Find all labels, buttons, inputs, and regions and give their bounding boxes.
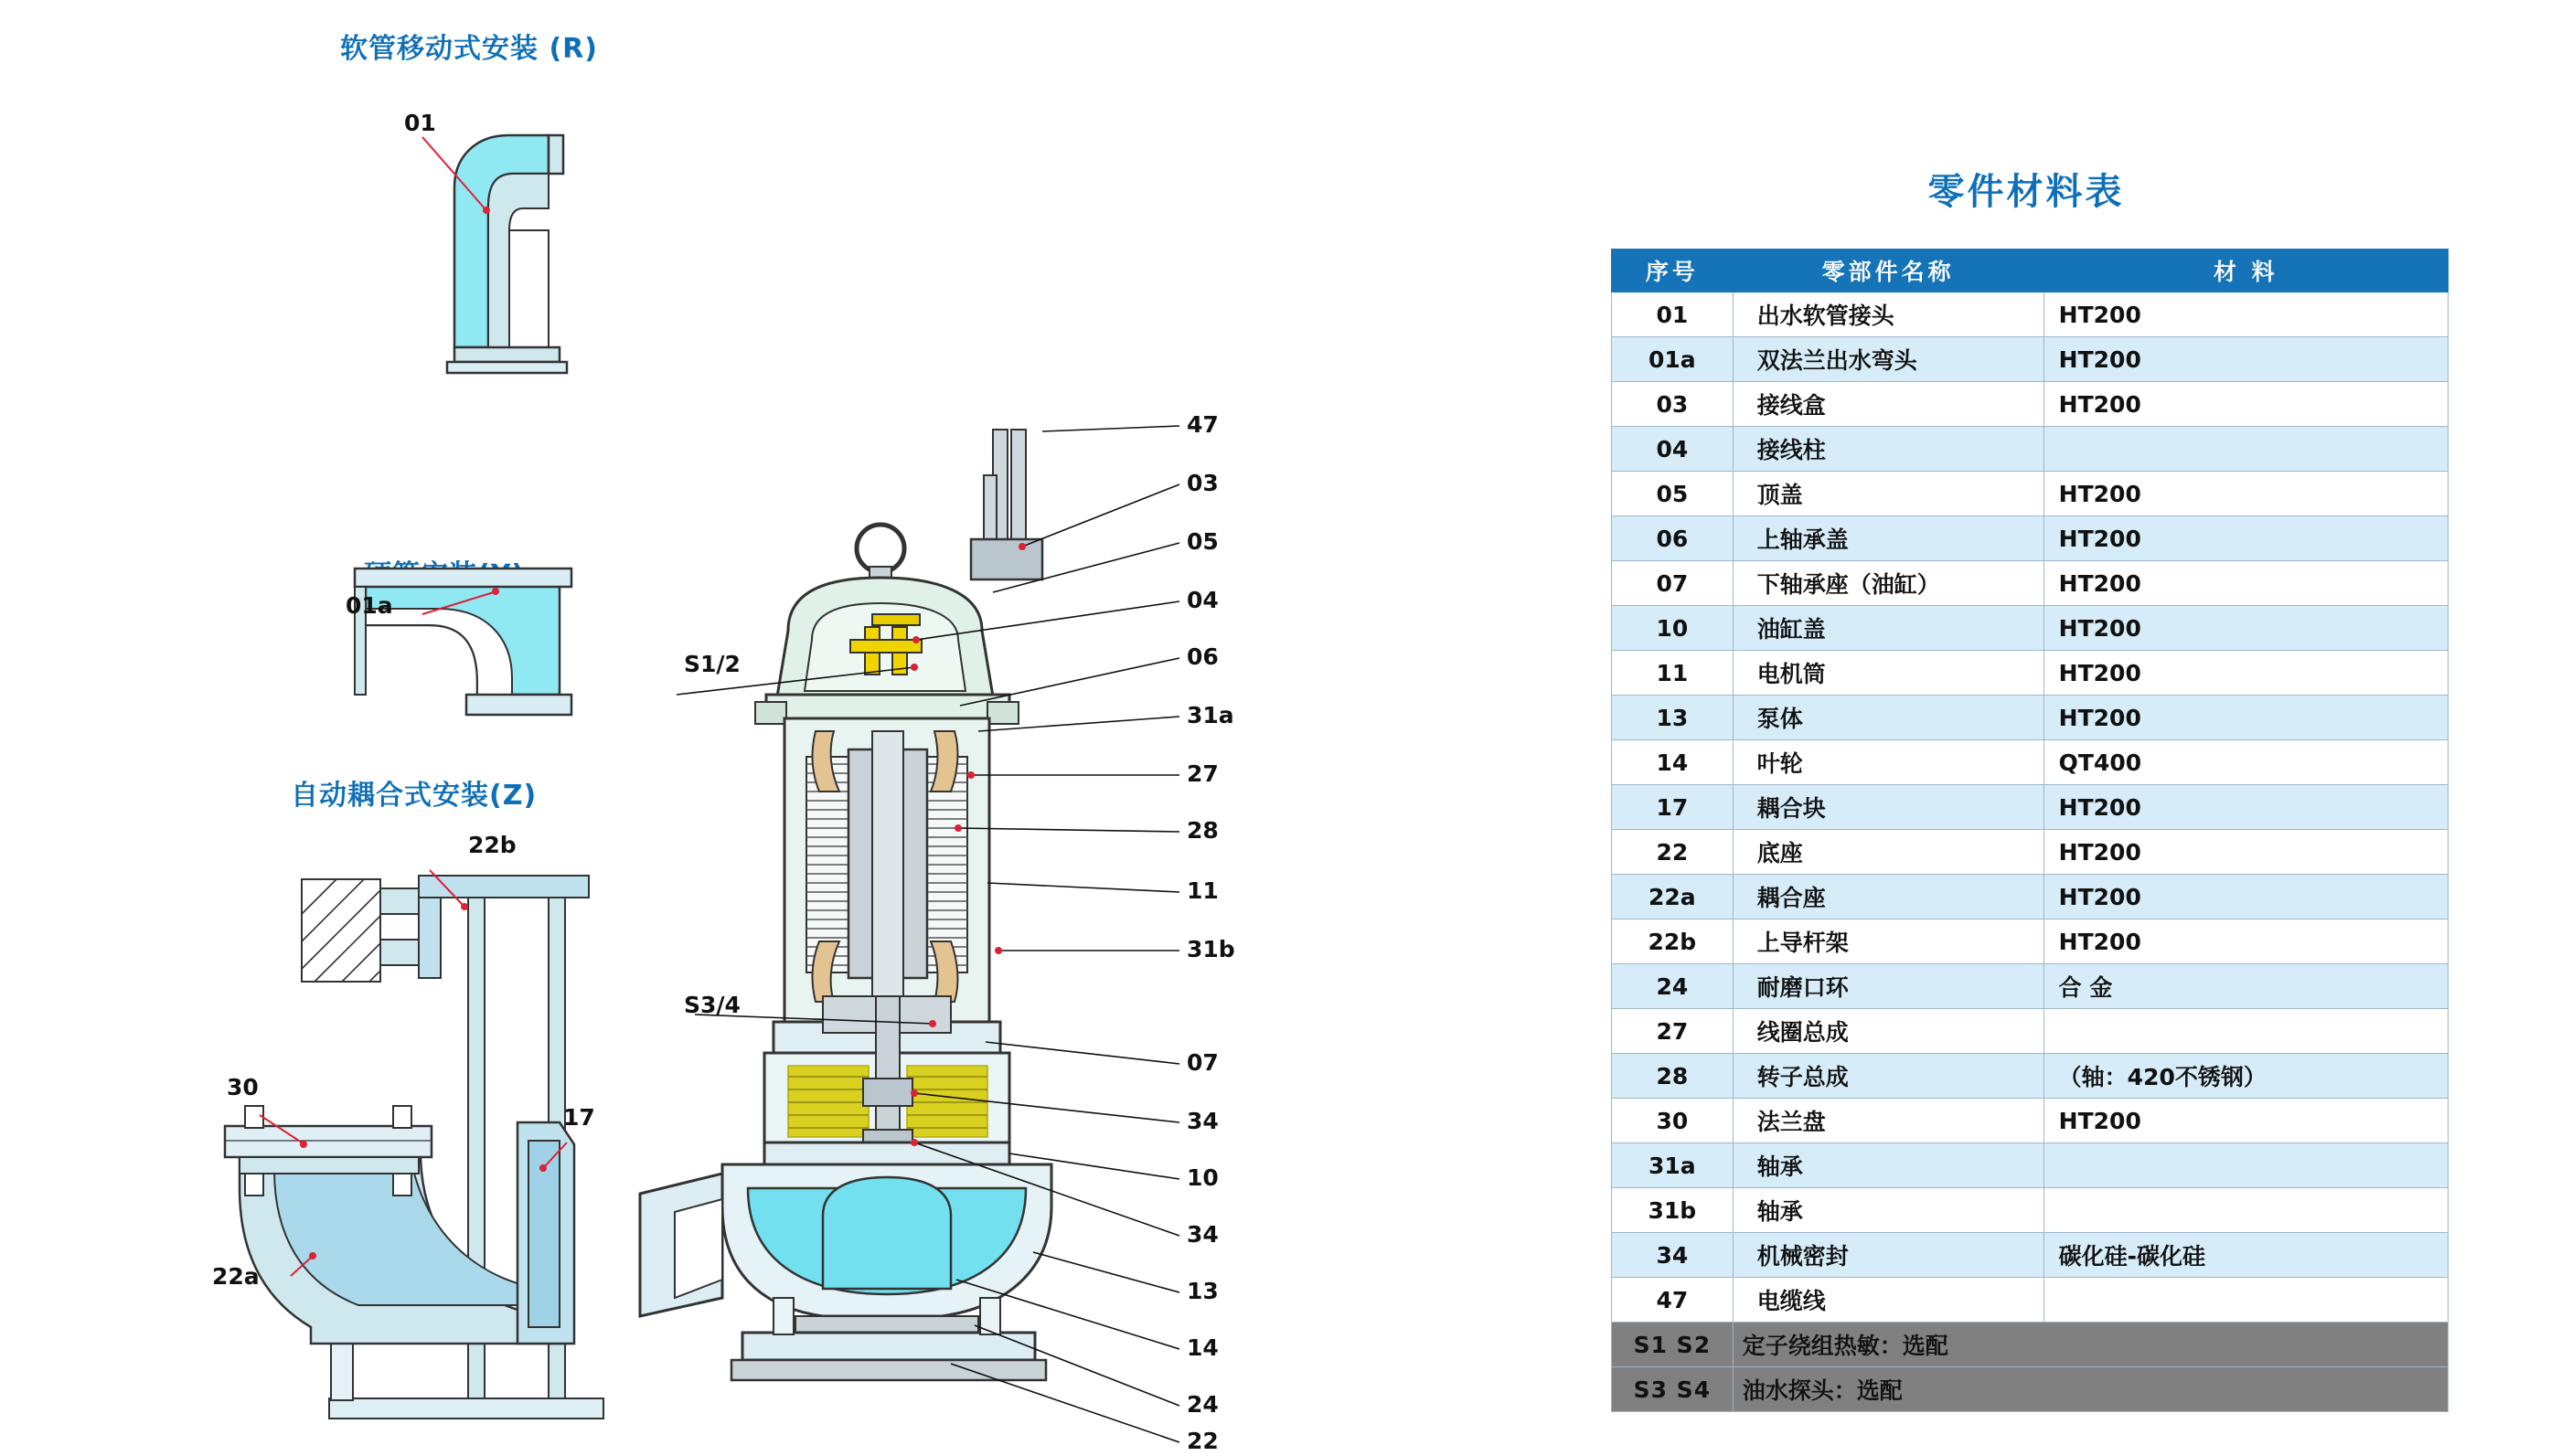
- cell-part-no: 04: [1612, 427, 1734, 472]
- cell-material: HT200: [2043, 516, 2448, 561]
- callout-31b: 31b: [1187, 936, 1235, 962]
- cell-part-name: 轴承: [1733, 1143, 2043, 1188]
- table-row: [1612, 1099, 2449, 1143]
- cell-part-no: 11: [1612, 651, 1734, 696]
- cell-part-no: 27: [1612, 1009, 1734, 1054]
- section-title-hose-install: 软管移动式安装 (R): [340, 33, 598, 65]
- callout-28: 28: [1187, 817, 1219, 844]
- table-row: [1612, 651, 2449, 696]
- section-title-auto-coupling-install: 自动耦合式安装(Z): [291, 780, 538, 812]
- parts-table-title: 零件材料表: [1927, 171, 2125, 213]
- callout-22a: 22a: [212, 1263, 260, 1290]
- table-row: [1612, 292, 2449, 337]
- cell-part-no: 01a: [1612, 337, 1734, 382]
- callout-01: 01: [404, 110, 436, 136]
- cell-part-name: 转子总成: [1733, 1054, 2043, 1099]
- cell-material: [2043, 427, 2448, 472]
- callout-22: 22: [1187, 1428, 1219, 1454]
- cell-note-code: S3 S4: [1612, 1367, 1734, 1412]
- cell-material: HT200: [2043, 875, 2448, 919]
- cell-part-name: 叶轮: [1733, 740, 2043, 785]
- cell-material: HT200: [2043, 472, 2448, 516]
- cell-part-no: 30: [1612, 1099, 1734, 1143]
- cell-part-no: 05: [1612, 472, 1734, 516]
- cell-part-no: 10: [1612, 606, 1734, 651]
- callout-s3-4: S3/4: [684, 992, 741, 1018]
- cell-material: HT200: [2043, 830, 2448, 875]
- cell-part-no: 17: [1612, 785, 1734, 830]
- cell-part-no: 06: [1612, 516, 1734, 561]
- table-row: [1612, 382, 2449, 427]
- table-row: [1612, 1009, 2449, 1054]
- cell-material: HT200: [2043, 1099, 2448, 1143]
- callout-47: 47: [1187, 411, 1219, 438]
- cell-part-no: 22b: [1612, 919, 1734, 964]
- cell-material: [2043, 1009, 2448, 1054]
- table-note-row: [1612, 1323, 2449, 1367]
- table-row: [1612, 337, 2449, 382]
- cell-material: HT200: [2043, 696, 2448, 740]
- cell-part-name: 下轴承座（油缸）: [1733, 561, 2043, 606]
- cell-part-no: 22: [1612, 830, 1734, 875]
- cell-part-name: 轴承: [1733, 1188, 2043, 1233]
- callout-31a: 31a: [1187, 702, 1234, 728]
- table-row: [1612, 472, 2449, 516]
- cell-part-name: 耐磨口环: [1733, 964, 2043, 1009]
- cell-part-no: 14: [1612, 740, 1734, 785]
- callout-05: 05: [1187, 528, 1219, 555]
- cell-part-name: 电机筒: [1733, 651, 2043, 696]
- table-row: [1612, 1143, 2449, 1188]
- callout-14: 14: [1187, 1334, 1219, 1361]
- cell-part-name: 双法兰出水弯头: [1733, 337, 2043, 382]
- table-note-row: [1612, 1367, 2449, 1412]
- cell-part-name: 电缆线: [1733, 1278, 2043, 1323]
- cell-part-name: 法兰盘: [1733, 1099, 2043, 1143]
- parts-material-table: [1611, 249, 2449, 1412]
- cell-part-name: 接线盒: [1733, 382, 2043, 427]
- cell-part-name: 顶盖: [1733, 472, 2043, 516]
- table-row: [1612, 964, 2449, 1009]
- cell-note-text: 定子绕组热敏：选配: [1733, 1323, 2448, 1367]
- cell-part-name: 油缸盖: [1733, 606, 2043, 651]
- cell-part-no: 31a: [1612, 1143, 1734, 1188]
- cell-part-name: 耦合块: [1733, 785, 2043, 830]
- callout-22b: 22b: [468, 832, 517, 858]
- cell-part-no: 03: [1612, 382, 1734, 427]
- table-row: [1612, 875, 2449, 919]
- cell-material: [2043, 1188, 2448, 1233]
- cell-material: HT200: [2043, 651, 2448, 696]
- cell-material: （轴：420不锈钢）: [2043, 1054, 2448, 1099]
- callout-06: 06: [1187, 643, 1219, 670]
- cell-material: [2043, 1278, 2448, 1323]
- table-row: [1612, 1278, 2449, 1323]
- cell-material: 合 金: [2043, 964, 2448, 1009]
- table-row: [1612, 516, 2449, 561]
- table-row: [1612, 427, 2449, 472]
- cell-part-no: 34: [1612, 1233, 1734, 1278]
- callout-01a: 01a: [346, 592, 393, 619]
- callout-04: 04: [1187, 587, 1219, 613]
- table-row: [1612, 1188, 2449, 1233]
- cell-part-no: 47: [1612, 1278, 1734, 1323]
- cell-part-name: 底座: [1733, 830, 2043, 875]
- callout-03: 03: [1187, 470, 1219, 496]
- callout-10: 10: [1187, 1164, 1219, 1191]
- table-row: [1612, 830, 2449, 875]
- table-row: [1612, 696, 2449, 740]
- cell-material: HT200: [2043, 561, 2448, 606]
- header-material: 材 料: [2043, 250, 2448, 292]
- cell-material: HT200: [2043, 785, 2448, 830]
- cell-part-name: 线圈总成: [1733, 1009, 2043, 1054]
- cell-part-no: 13: [1612, 696, 1734, 740]
- cell-material: HT200: [2043, 382, 2448, 427]
- header-name: 零部件名称: [1733, 250, 2043, 292]
- cell-note-code: S1 S2: [1612, 1323, 1734, 1367]
- callout-30: 30: [227, 1074, 259, 1100]
- callout-17: 17: [563, 1104, 595, 1131]
- callout-27: 27: [1187, 760, 1219, 787]
- cell-material: HT200: [2043, 919, 2448, 964]
- callout-11: 11: [1187, 877, 1219, 904]
- cell-part-no: 31b: [1612, 1188, 1734, 1233]
- cell-material: HT200: [2043, 292, 2448, 337]
- table-row: [1612, 919, 2449, 964]
- cell-part-name: 接线柱: [1733, 427, 2043, 472]
- callout-13: 13: [1187, 1278, 1219, 1304]
- table-row: [1612, 785, 2449, 830]
- cell-part-name: 泵体: [1733, 696, 2043, 740]
- table-row: [1612, 1054, 2449, 1099]
- callout-24: 24: [1187, 1391, 1219, 1418]
- cell-material: HT200: [2043, 606, 2448, 651]
- header-no: 序号: [1612, 250, 1734, 292]
- callout-s1-2: S1/2: [684, 651, 741, 677]
- cell-part-no: 22a: [1612, 875, 1734, 919]
- table-row: [1612, 740, 2449, 785]
- cell-part-no: 01: [1612, 292, 1734, 337]
- callout-34-lower: 34: [1187, 1221, 1219, 1248]
- cell-note-text: 油水探头：选配: [1733, 1367, 2448, 1412]
- cell-part-name: 耦合座: [1733, 875, 2043, 919]
- cell-material: [2043, 1143, 2448, 1188]
- table-row: [1612, 1233, 2449, 1278]
- table-header-row: [1612, 250, 2449, 292]
- callout-34-upper: 34: [1187, 1108, 1219, 1134]
- callout-07: 07: [1187, 1049, 1219, 1076]
- cell-part-no: 24: [1612, 964, 1734, 1009]
- table-row: [1612, 606, 2449, 651]
- cell-part-no: 07: [1612, 561, 1734, 606]
- cell-part-name: 出水软管接头: [1733, 292, 2043, 337]
- cell-part-name: 上轴承盖: [1733, 516, 2043, 561]
- cell-material: QT400: [2043, 740, 2448, 785]
- table-row: [1612, 561, 2449, 606]
- cell-part-name: 上导杆架: [1733, 919, 2043, 964]
- cell-part-name: 机械密封: [1733, 1233, 2043, 1278]
- cell-material: 碳化硅-碳化硅: [2043, 1233, 2448, 1278]
- cell-material: HT200: [2043, 337, 2448, 382]
- cell-part-no: 28: [1612, 1054, 1734, 1099]
